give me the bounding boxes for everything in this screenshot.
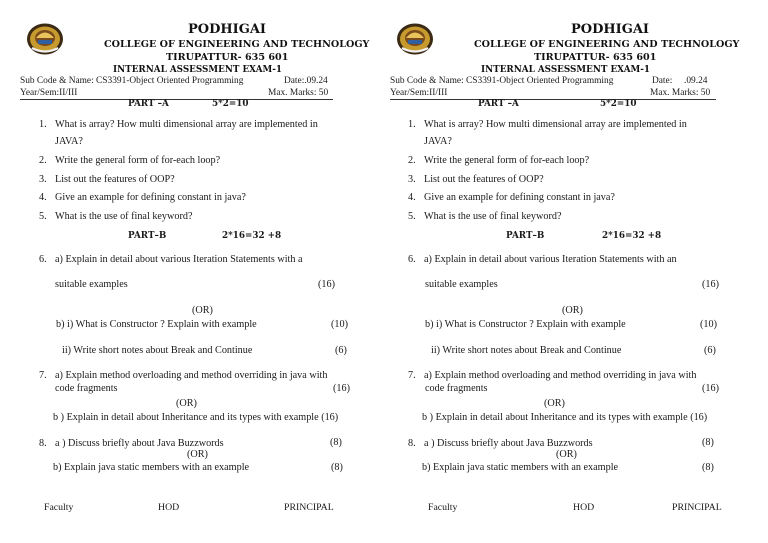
or-divider: (OR) bbox=[187, 449, 208, 460]
question-text: a) Explain method overloading and method overriding in java with bbox=[55, 370, 328, 381]
question-8b: b) Explain java static members with an example bbox=[422, 462, 619, 473]
question-7a-continued: code fragments bbox=[425, 383, 488, 394]
college-name: PODHIGAI bbox=[188, 22, 267, 37]
question-text: List out the features of OOP? bbox=[424, 174, 544, 185]
question-7a-continued: code fragments bbox=[55, 383, 118, 394]
header-divider bbox=[390, 99, 716, 100]
question-8b: b) Explain java static members with an example bbox=[53, 462, 250, 473]
question-number: 2. bbox=[408, 155, 416, 166]
question-paper-right bbox=[384, 0, 768, 543]
part-a-title: PART –A bbox=[478, 99, 519, 109]
question-text: Give an example for defining constant in java? bbox=[55, 192, 246, 203]
question-6b-i: b) i) What is Constructor ? Explain with example bbox=[425, 319, 626, 330]
question-6b-i: b) i) What is Constructor ? Explain with example bbox=[56, 319, 257, 330]
signature-faculty: Faculty bbox=[428, 502, 458, 513]
marks-q6b-ii: (6) bbox=[704, 345, 716, 356]
part-b-marks: 2*16=32 +8 bbox=[222, 231, 282, 241]
college-full-name: COLLEGE OF ENGINEERING AND TECHNOLOGY bbox=[104, 39, 370, 50]
question-6b-ii: ii) Write short notes about Break and Continue bbox=[62, 345, 253, 356]
question-7b: b ) Explain in detail about Inheritance and its types with example (16) bbox=[422, 412, 708, 423]
exam-date: Date:.09.24 bbox=[284, 76, 328, 86]
question-text: Give an example for defining constant in java? bbox=[424, 192, 615, 203]
question-number: 2. bbox=[39, 155, 47, 166]
signature-principal: PRINCIPAL bbox=[672, 502, 722, 513]
college-location: TIRUPATTUR- 635 601 bbox=[534, 52, 657, 63]
subject-code-name: Sub Code & Name: CS3391-Object Oriented Programming bbox=[20, 76, 244, 86]
max-marks: Max. Marks: 50 bbox=[650, 88, 711, 98]
question-number: 1. bbox=[39, 119, 47, 130]
or-divider: (OR) bbox=[562, 305, 583, 316]
question-number: 6. bbox=[408, 254, 416, 265]
question-number: 7. bbox=[408, 370, 416, 381]
question-text: Write the general form of for-each loop? bbox=[424, 155, 590, 166]
part-a-marks: 5*2=10 bbox=[212, 99, 249, 109]
part-a-marks: 5*2=10 bbox=[600, 99, 637, 109]
question-text: List out the features of OOP? bbox=[55, 174, 175, 185]
signature-hod: HOD bbox=[573, 502, 595, 513]
question-7b: b ) Explain in detail about Inheritance and its types with example (16) bbox=[53, 412, 339, 423]
question-text: What is the use of final keyword? bbox=[424, 211, 562, 222]
year-semester: Year/Sem:II/III bbox=[390, 88, 448, 98]
question-number: 1. bbox=[408, 119, 416, 130]
question-text: Write the general form of for-each loop? bbox=[55, 155, 221, 166]
signature-principal: PRINCIPAL bbox=[284, 502, 334, 513]
subject-code-name: Sub Code & Name: CS3391-Object Oriented Programming bbox=[390, 76, 614, 86]
question-text: What is the use of final keyword? bbox=[55, 211, 193, 222]
question-number: 8. bbox=[39, 438, 47, 449]
year-semester: Year/Sem:II/III bbox=[20, 88, 78, 98]
marks-q7a: (16) bbox=[333, 383, 350, 394]
marks-q6b-ii: (6) bbox=[335, 345, 347, 356]
college-emblem-icon bbox=[396, 22, 434, 56]
college-name: PODHIGAI bbox=[571, 22, 650, 37]
part-b-marks: 2*16=32 +8 bbox=[602, 231, 662, 241]
question-text: a ) Discuss briefly about Java Buzzwords bbox=[424, 438, 593, 449]
or-divider: (OR) bbox=[176, 398, 197, 409]
question-6a-continued: suitable examples bbox=[425, 279, 498, 290]
marks-q7a: (16) bbox=[702, 383, 719, 394]
college-location: TIRUPATTUR- 635 601 bbox=[166, 52, 289, 63]
question-number: 7. bbox=[39, 370, 47, 381]
part-a-title: PART –A bbox=[128, 99, 169, 109]
question-number: 6. bbox=[39, 254, 47, 265]
marks-q6b-i: (10) bbox=[700, 319, 717, 330]
question-number: 3. bbox=[408, 174, 416, 185]
question-number: 8. bbox=[408, 438, 416, 449]
max-marks: Max. Marks: 50 bbox=[268, 88, 329, 98]
college-emblem-icon bbox=[26, 22, 64, 56]
question-text: What is array? How multi dimensional array are implemented in bbox=[55, 119, 318, 130]
question-number: 5. bbox=[39, 211, 47, 222]
exam-date: Date: .09.24 bbox=[652, 76, 708, 86]
marks-q8a: (8) bbox=[702, 437, 714, 448]
marks-q6a: (16) bbox=[318, 279, 335, 290]
or-divider: (OR) bbox=[556, 449, 577, 460]
signature-faculty: Faculty bbox=[44, 502, 74, 513]
or-divider: (OR) bbox=[192, 305, 213, 316]
question-text: JAVA? bbox=[55, 136, 83, 147]
question-number: 4. bbox=[39, 192, 47, 203]
exam-title: INTERNAL ASSESSMENT EXAM-1 bbox=[113, 65, 283, 75]
marks-q8a: (8) bbox=[330, 437, 342, 448]
college-full-name: COLLEGE OF ENGINEERING AND TECHNOLOGY bbox=[474, 39, 740, 50]
header-divider bbox=[20, 99, 333, 100]
question-text: a ) Discuss briefly about Java Buzzwords bbox=[55, 438, 224, 449]
question-text: What is array? How multi dimensional array are implemented in bbox=[424, 119, 687, 130]
question-6a-continued: suitable examples bbox=[55, 279, 128, 290]
marks-q8b: (8) bbox=[331, 462, 343, 473]
exam-title: INTERNAL ASSESSMENT EXAM-1 bbox=[481, 65, 651, 75]
marks-q6b-i: (10) bbox=[331, 319, 348, 330]
or-divider: (OR) bbox=[544, 398, 565, 409]
question-text: a) Explain in detail about various Iteration Statements with a bbox=[55, 254, 303, 265]
question-text: JAVA? bbox=[424, 136, 452, 147]
marks-q6a: (16) bbox=[702, 279, 719, 290]
question-text: a) Explain method overloading and method overriding in java with bbox=[424, 370, 697, 381]
part-b-title: PART–B bbox=[506, 231, 545, 241]
signature-hod: HOD bbox=[158, 502, 180, 513]
question-text: a) Explain in detail about various Iteration Statements with an bbox=[424, 254, 677, 265]
question-number: 5. bbox=[408, 211, 416, 222]
question-number: 3. bbox=[39, 174, 47, 185]
marks-q8b: (8) bbox=[702, 462, 714, 473]
question-number: 4. bbox=[408, 192, 416, 203]
part-b-title: PART–B bbox=[128, 231, 167, 241]
question-6b-ii: ii) Write short notes about Break and Continue bbox=[431, 345, 622, 356]
